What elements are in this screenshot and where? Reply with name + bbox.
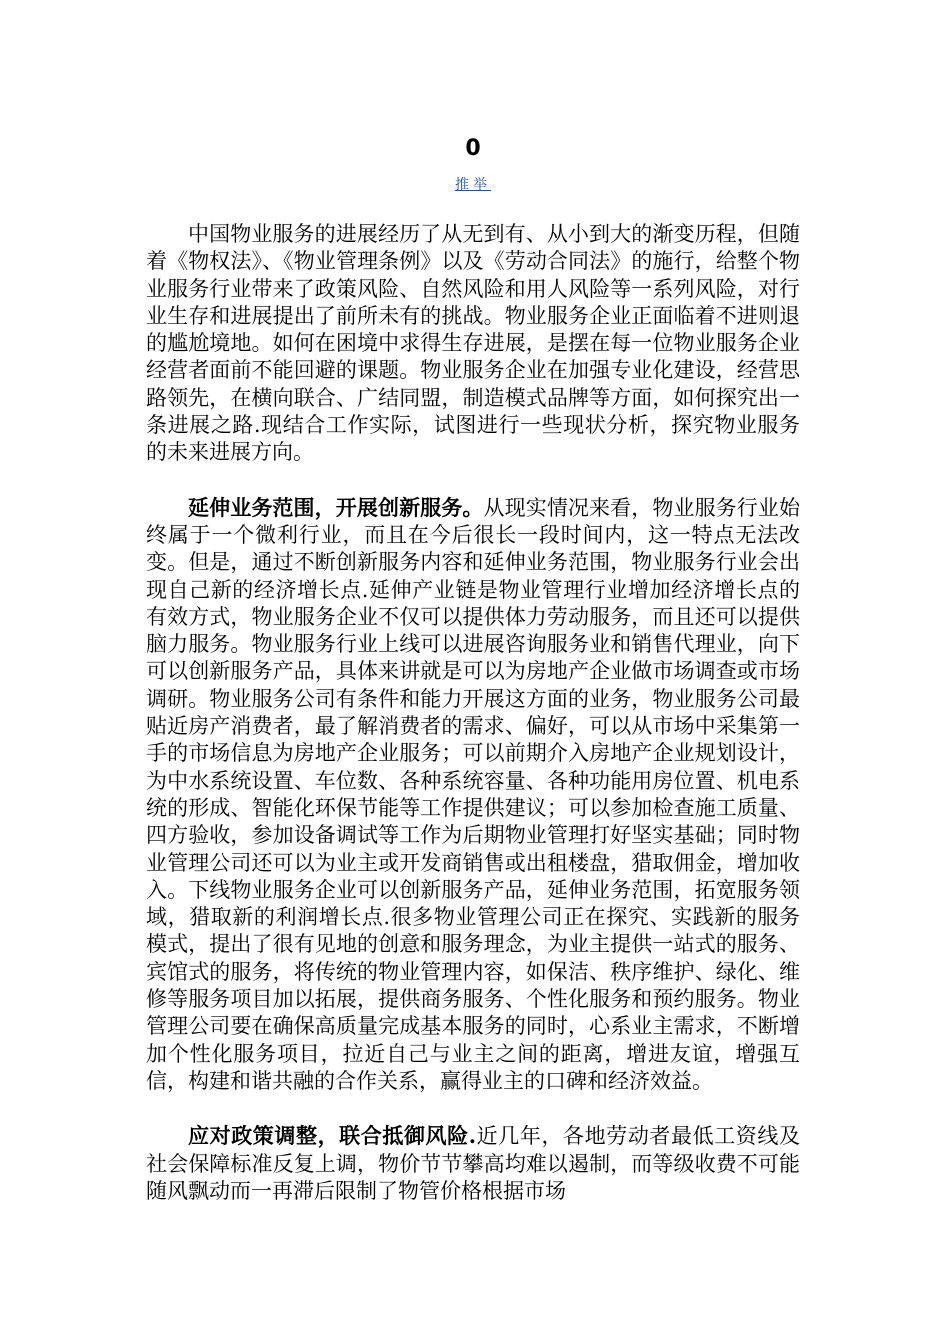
paragraph-extend-services — [146, 494, 800, 1096]
paragraph-text: 中国物业服务的进展经历了从无到有、从小到大的渐变历程，但随着《物权法》、《物业管理条例》以及《劳动合同法》的施行，给整个物业服务行业带来了政策风险、自然风险和用人风险等一系列风险，对行业生存和进展提出了前所未有的挑战。物业服务企业正面临着不进则退的尴尬境地。如何在困境中求得生存进展，是摆在每一位物业服务企业经营者面前不能回避的课题。物业服务企业在加强专业化建设，经营思路领先，在横向联合、广结同盟，制造模式品牌等方面，如何探究出一条进展之路.现结合工作实际，试图进行一些现状分析，探究物业服务的未来进展方向。 — [146, 222, 800, 465]
subtitle-link[interactable]: 推举 — [455, 177, 491, 193]
document-body — [146, 220, 800, 1232]
paragraph-intro — [146, 220, 800, 467]
paragraph-text: 从现实情况来看，物业服务行业始终属于一个微利行业，而且在今后很长一段时间内，这一特点无法改变。但是，通过不断创新服务内容和延伸业务范围，物业服务行业会出现自己新的经济增长点.延伸产业链是物业管理行业增加经济增长点的有效方式，物业服务企业不仅可以提供体力劳动服务，而且还可以提供脑力服务。物业服务行业上线可以进展咨询服务业和销售代理业，向下可以创新服务产品，具体来讲就是可以为房地产企业做市场调查或市场调研。物业服务公司有条件和能力开展这方面的业务，物业服务公司最贴近房产消费者，最了解消费者的需求、偏好，可以从市场中采集第一手的市场信息为房地产企业服务；可以前期介入房地产企业规划设计，为中水系统设置、车位数、各种系统容量、各种功能用房位置、机电系统的形成、智能化环保节能等工作提供建议；可以参加检查施工质量、四方验收，参加设备调试等工作为后期物业管理打好坚实基础；同时物业管理公司还可以为业主或开发商销售或出租楼盘，猎取佣金，增加收入。下线物业服务企业可以创新服务产品，延伸业务范围，拓宽服务领域，猎取新的利润增长点.很多物业管理公司正在探究、实践新的服务模式，提出了很有见地的创意和服务理念，为业主提供一站式的服务、宾馆式的服务，将传统的物业管理内容，如保洁、秩序维护、绿化、维修等服务项目加以拓展，提供商务服务、个性化服务和预约服务。物业管理公司要在确保高质量完成基本服务的同时，心系业主需求，不断增加个性化服务项目，拉近自己与业主之间的距离，增进友谊，增强互信，构建和谐共融的合作关系，赢得业主的口碑和经济效益。 — [146, 495, 800, 1093]
paragraph-lead: 延伸业务范围，开展创新服务。 — [188, 494, 484, 520]
paragraph-policy-risk — [146, 1122, 800, 1205]
paragraph-lead: 应对政策调整，联合抵御风险. — [188, 1123, 477, 1149]
paragraph-text: 近几年，各地劳动者最低工资线及社会保障标准反复上调，物价节节攀高均难以遏制，而等级收费不可能随风飘动而一再滞后限制了物管价格根据市场 — [146, 1124, 801, 1203]
page-title: 0 — [465, 136, 481, 161]
